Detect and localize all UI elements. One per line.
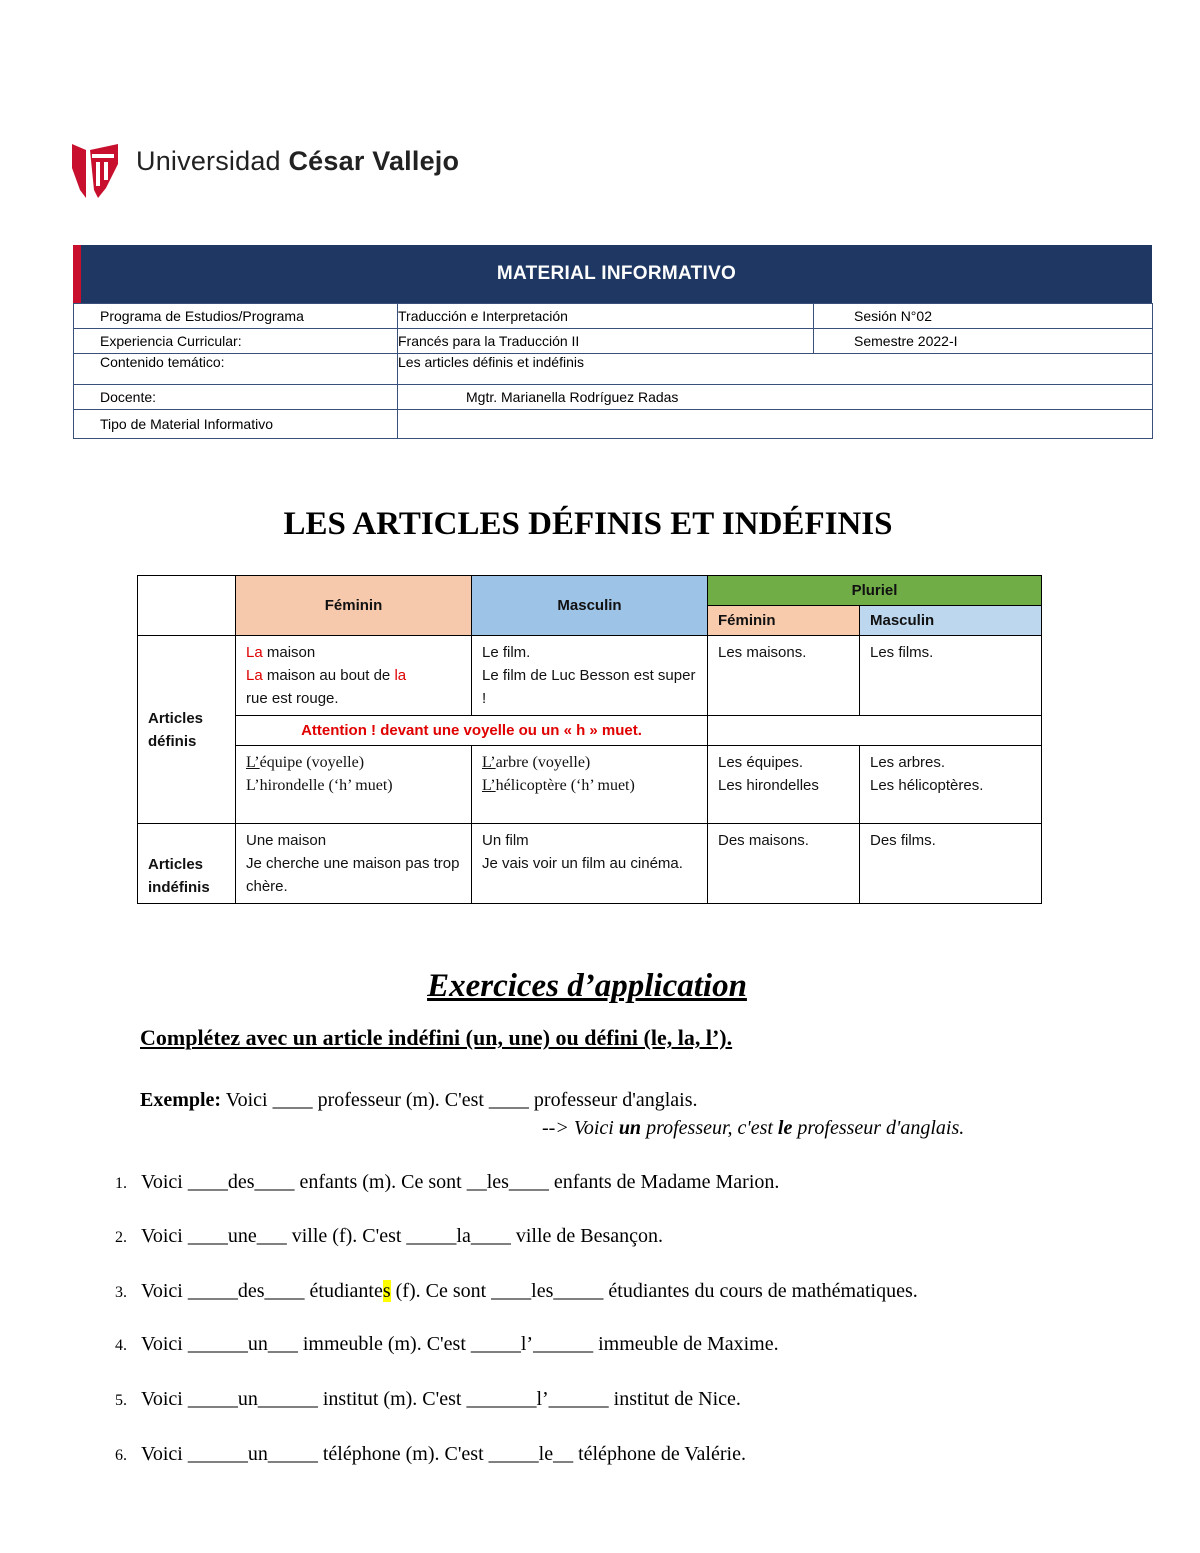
cell-def-pl-mas: Les films. [860,636,1042,716]
article-l: L’ [482,777,496,794]
text: rue est rouge. [246,690,339,707]
info-value: Mgtr. Marianella Rodríguez Radas [398,385,1153,410]
article-la: La [246,667,263,684]
item-text: Voici ______un_____ téléphone (m). C'est _____le__ téléphone de Valérie. [141,1443,746,1465]
cell-indef-mas [472,824,708,904]
item-text: Voici ____des____ enfants (m). Ce sont __les____ enfants de Madame Marion. [141,1171,780,1193]
info-label: Contenido temático: [74,354,398,385]
text: Le film. [482,644,531,661]
info-value: Les articles définis et indéfinis [398,354,1153,385]
article-l: L’ [482,754,496,771]
cell-elision-fem [236,746,472,824]
info-row [74,304,1153,329]
exercise-instruction: Complétez avec un article indéfini (un, une) ou défini (le, la, l’). [140,1025,733,1050]
info-label: Tipo de Material Informativo [74,410,398,439]
cell-indef-fem [236,824,472,904]
item-number: 1. [115,1175,127,1192]
text: maison [262,644,316,661]
info-value: Francés para la Traducción II [398,329,814,354]
item-text: Voici _____des____ étudiante [141,1280,383,1302]
text: professeur d'anglais. [792,1117,965,1139]
info-table [73,303,1153,439]
exercise-item [115,1333,779,1356]
example-text: Voici ____ professeur (m). C'est ____ professeur d'anglais. [221,1089,698,1111]
info-extra: Semestre 2022-I [814,329,1153,354]
item-text: Voici ______un___ immeuble (m). C'est _____l’______ immeuble de Maxime. [141,1333,779,1355]
info-value [398,410,1153,439]
table-row [138,716,1042,746]
text: arbre (voyelle) [495,754,591,771]
article-l: L’ [246,754,260,771]
item-text: Voici ____une___ ville (f). C'est _____la____ ville de Besançon. [141,1225,664,1247]
text: maison au bout de [262,667,395,684]
university-name [136,146,459,177]
university-name-regular: Universidad [136,146,281,176]
exercise-item [115,1280,918,1303]
exercises-title: Exercices d’application [427,968,747,1004]
item-number: 2. [115,1229,127,1246]
item-text: Voici _____un______ institut (m). C'est _______l’______ institut de Nice. [141,1388,741,1410]
cell-indef-pl-fem: Des maisons. [708,824,860,904]
page-title: LES ARTICLES DÉFINIS ET INDÉFINIS [283,506,893,542]
cell-elision-pl-mas [860,746,1042,824]
info-banner: MATERIAL INFORMATIVO [73,245,1152,303]
attention-note: Attention ! devant une voyelle ou un « h » muet. [236,716,708,746]
item-number: 4. [115,1337,127,1354]
cell-def-pl-fem: Les maisons. [708,636,860,716]
answer-word: un [618,1117,642,1139]
col-masculin: Masculin [472,576,708,636]
text: Je cherche une maison pas trop chère. [246,855,460,895]
info-row [74,329,1153,354]
articles-table [137,575,1042,904]
cell-def-mas [472,636,708,716]
example-answer [542,1117,964,1140]
university-name-bold: César Vallejo [288,146,460,176]
item-text: (f). Ce sont ____les_____ étudiantes du cours de mathématiques. [390,1280,918,1302]
info-value: Traducción e Interpretación [398,304,814,329]
text: L’hirondelle (‘h’ muet) [246,777,393,794]
example-label: Exemple: [140,1089,222,1111]
info-extra: Sesión N°02 [814,304,1153,329]
exercise-item [115,1443,746,1466]
table-row [138,824,1042,904]
text: Je vais voir un film au cinéma. [482,855,683,872]
text: hélicoptère (‘h’ muet) [495,777,635,794]
row-label-definis: Articles définis [138,636,236,824]
highlighted-letter: s [382,1280,391,1302]
article-la: la [394,667,407,684]
col-pluriel: Pluriel [708,576,1042,606]
answer-word: le [777,1117,793,1139]
info-row [74,410,1153,439]
exercise-item [115,1388,741,1411]
item-number: 6. [115,1447,127,1464]
info-row [74,354,1153,385]
cell-def-fem [236,636,472,716]
info-header [73,245,1152,439]
text: Les arbres. [870,754,946,771]
item-number: 5. [115,1392,127,1409]
text: Le film de Luc Besson est super ! [482,667,696,707]
cell-indef-pl-mas: Des films. [860,824,1042,904]
text: Les hélicoptères. [870,777,984,794]
text: Un film [482,832,529,849]
text: Les équipes. [718,754,804,771]
info-row [74,385,1153,410]
text: --> Voici [542,1117,619,1139]
info-label: Programa de Estudios/Programa [74,304,398,329]
row-label-indefinis: Articles indéfinis [138,824,236,904]
col-pl-masculin: Masculin [860,606,1042,636]
exercise-item [115,1171,779,1194]
article-la: La [246,644,263,661]
item-number: 3. [115,1284,127,1301]
text: équipe (voyelle) [259,754,365,771]
col-pl-feminin: Féminin [708,606,860,636]
empty-cell [708,716,1042,746]
text: Une maison [246,832,327,849]
example-line [140,1089,697,1112]
table-header-row [138,576,1042,606]
table-row [138,636,1042,716]
table-row [138,746,1042,824]
exercise-item [115,1225,663,1248]
cell-elision-mas [472,746,708,824]
text: Les hirondelles [718,777,819,794]
cell-elision-pl-fem [708,746,860,824]
corner-cell [138,576,236,636]
col-feminin: Féminin [236,576,472,636]
text: professeur, c'est [641,1117,778,1139]
university-logo-icon [70,140,122,205]
info-label: Docente: [74,385,398,410]
info-label: Experiencia Curricular: [74,329,398,354]
